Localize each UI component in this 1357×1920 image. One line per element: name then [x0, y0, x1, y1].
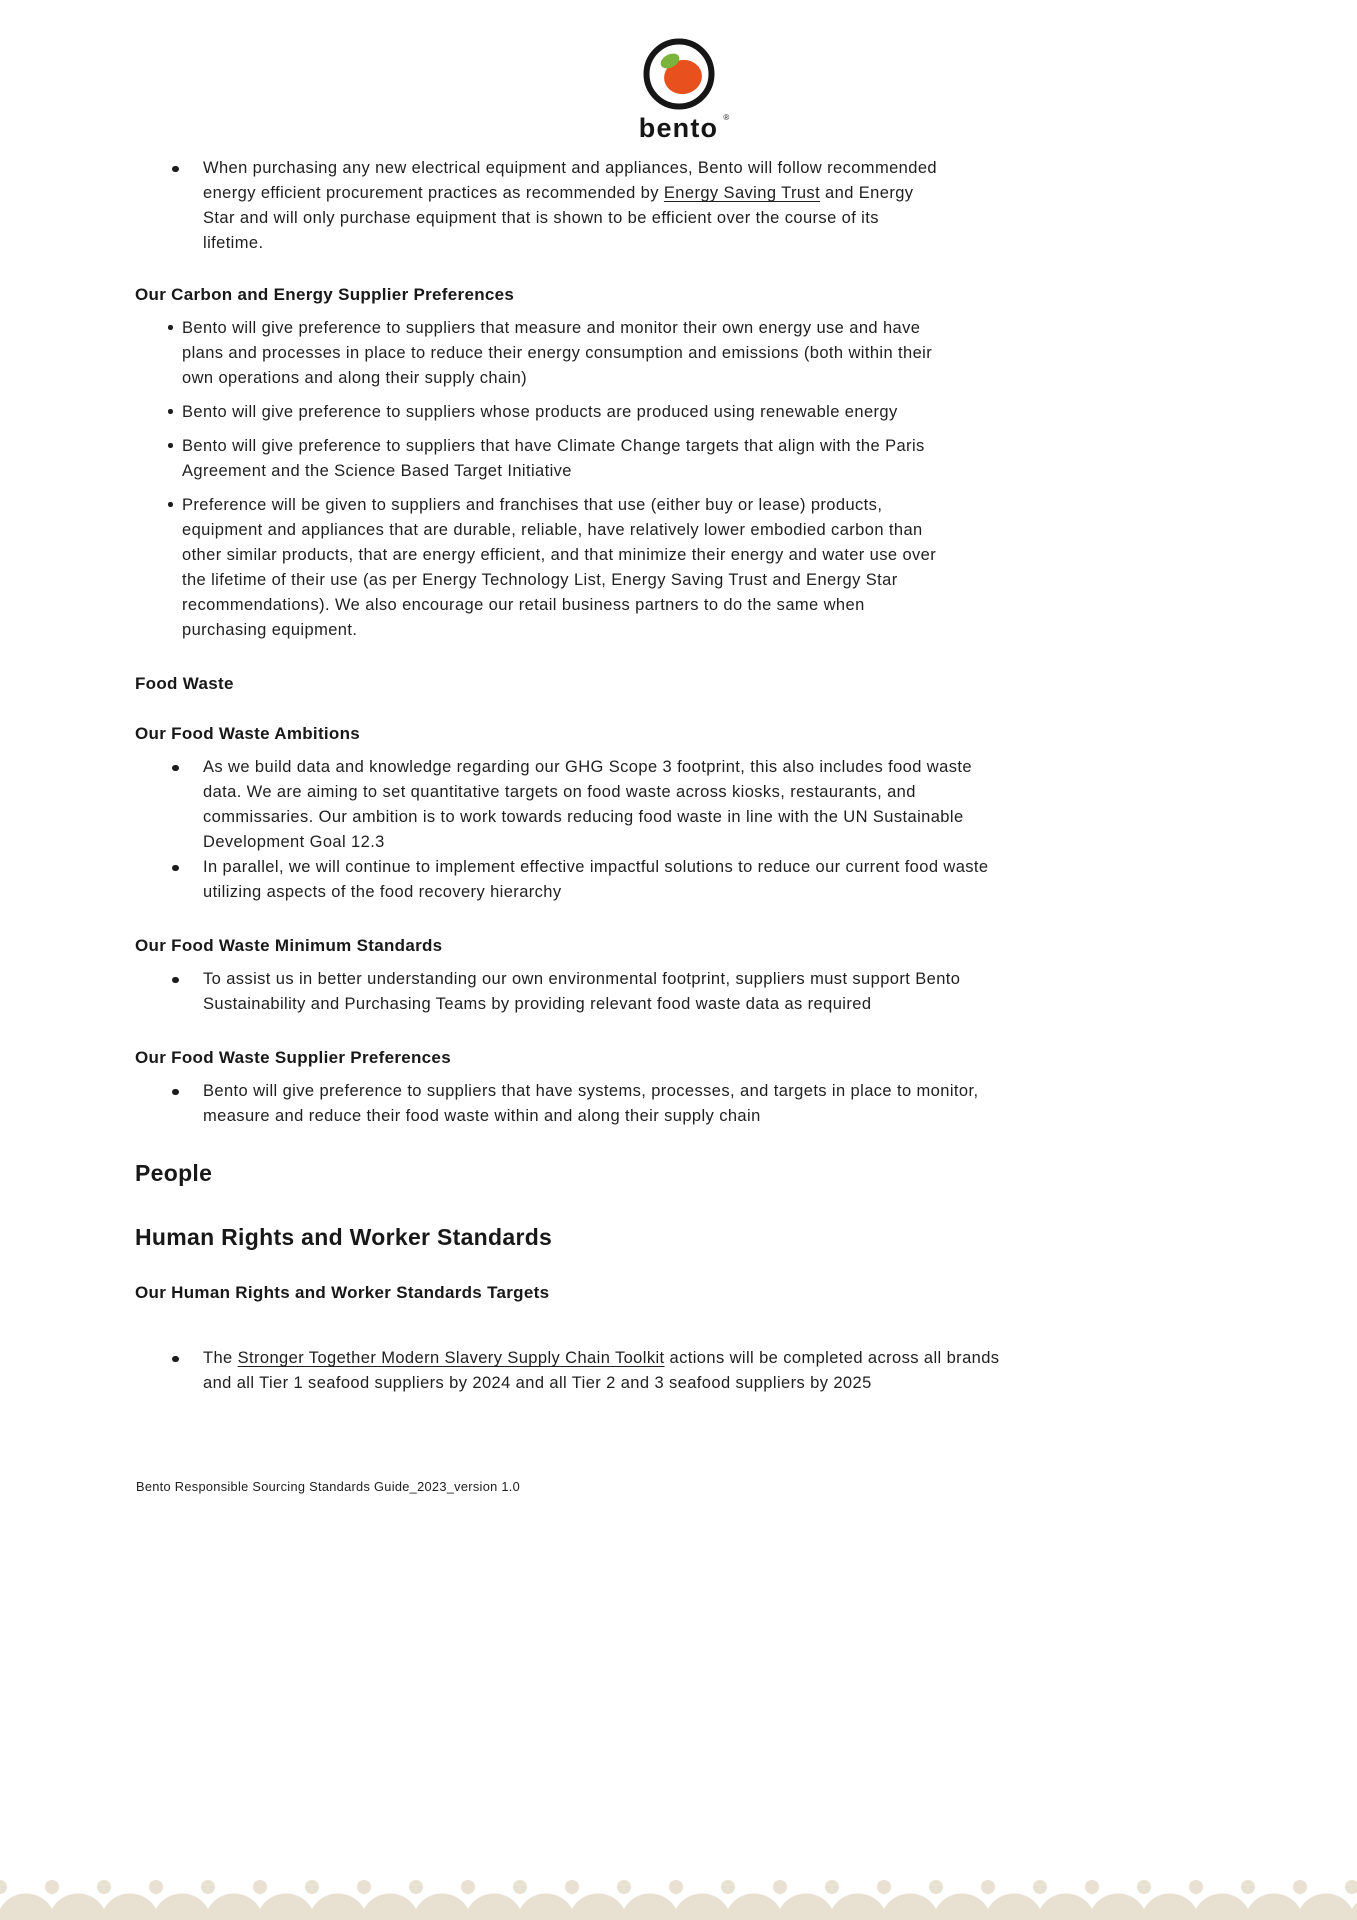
bullet-item: Bento will give preference to suppliers whose products are produced using renewable energy	[135, 400, 952, 425]
bullet-text: and Energy Star and will only purchase equipment that is shown to be efficient over the course of its lifetime.	[203, 184, 914, 252]
bullet-item: Preference will be given to suppliers and franchises that use (either buy or lease) products, equipment and appliances that are durable, reliable, have relatively lower embodied carbon than other similar products, that are energy efficient, and that minimize their energy and water use over the lifetime of their use (as per Energy Technology List, Energy Saving Trust and Energy Star recommendations). We also encourage our retail business partners to do the same when purchasing equipment.	[135, 493, 952, 643]
heading-food-waste-supplier-preferences: Our Food Waste Supplier Preferences	[135, 1048, 451, 1067]
logo-text: bento	[638, 113, 719, 143]
bullet-item: To assist us in better understanding our own environmental footprint, suppliers must support Bento Sustainability and Purchasing Teams by providing relevant food waste data as required	[135, 967, 961, 1017]
food-waste-ambitions-list	[135, 755, 1240, 905]
heading-human-rights-targets: Our Human Rights and Worker Standards Targets	[135, 1283, 550, 1302]
bullet-item: Bento will give preference to suppliers that measure and monitor their own energy use and have plans and processes in place to reduce their energy consumption and emissions (both within their own operations and along their supply chain)	[135, 316, 952, 391]
food-waste-minimum-standards-list	[135, 967, 1240, 1017]
bullet-item: Bento will give preference to suppliers that have systems, processes, and targets in place to monitor, measure and reduce their food waste within and along their supply chain	[135, 1079, 1013, 1129]
scallop-border-decoration	[0, 1878, 1357, 1920]
bullet-text: When purchasing any new electrical equipment and appliances, Bento will follow recommended energy efficient procurement practices as recommended by	[203, 159, 937, 202]
heading-carbon-energy-supplier-preferences: Our Carbon and Energy Supplier Preferences	[135, 285, 515, 304]
bullet-text: actions will be completed across all brands and all Tier 1 seafood suppliers by 2024 and all Tier 2 and 3 seafood suppliers by 2025	[203, 1349, 1000, 1392]
energy-saving-trust-link[interactable]: Energy Saving Trust	[663, 184, 821, 202]
registered-mark: ®	[723, 113, 730, 122]
bullet-item	[135, 1346, 1028, 1396]
document-body	[135, 156, 1240, 1396]
bullet-item: As we build data and knowledge regarding our GHG Scope 3 footprint, this also includes food waste data. We are aiming to set quantitative targets on food waste across kiosks, restaurants, and commissaries. Our ambition is to work towards reducing food waste in line with the UN Sustainable Development Goal 12.3	[135, 755, 1008, 855]
carbon-preferences-list	[135, 316, 1240, 643]
heading-food-waste-minimum-standards: Our Food Waste Minimum Standards	[135, 936, 443, 955]
document-footer: Bento Responsible Sourcing Standards Guide_2023_version 1.0	[136, 1479, 521, 1494]
heading-food-waste: Food Waste	[135, 674, 234, 693]
bento-logo-icon	[637, 36, 721, 114]
logo-wordmark	[638, 113, 730, 143]
bullet-item	[135, 156, 939, 256]
human-rights-targets-list	[135, 1346, 1240, 1396]
food-waste-supplier-preferences-list	[135, 1079, 1240, 1129]
logo-block	[0, 36, 1357, 142]
heading-people: People	[135, 1160, 213, 1186]
bullet-text: The	[203, 1349, 238, 1367]
bullet-item: Bento will give preference to suppliers that have Climate Change targets that align with the Paris Agreement and the Science Based Target Initiative	[135, 434, 952, 484]
bullet-item: In parallel, we will continue to implement effective impactful solutions to reduce our current food waste utilizing aspects of the food recovery hierarchy	[135, 855, 1008, 905]
heading-food-waste-ambitions: Our Food Waste Ambitions	[135, 724, 361, 743]
heading-human-rights-worker-standards: Human Rights and Worker Standards	[135, 1224, 553, 1250]
intro-list	[135, 156, 1240, 256]
stronger-together-toolkit-link[interactable]: Stronger Together Modern Slavery Supply Chain Toolkit	[237, 1349, 665, 1367]
